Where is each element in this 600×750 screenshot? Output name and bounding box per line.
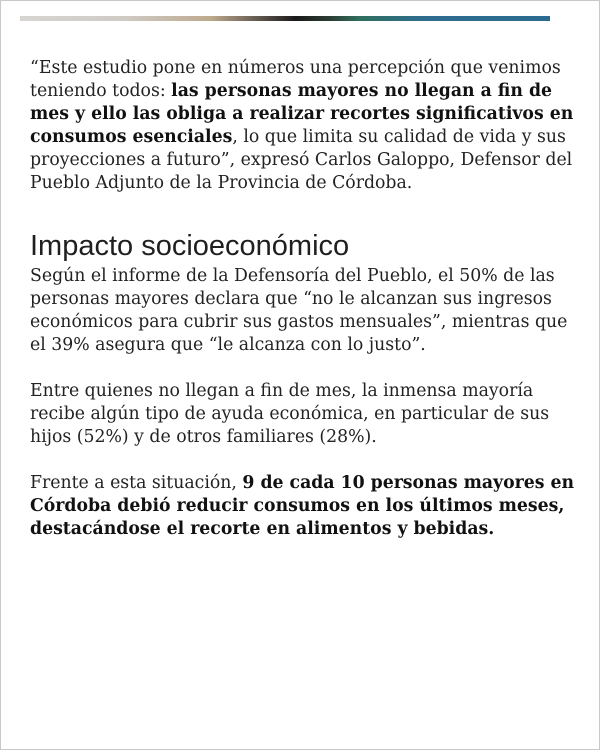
conclusion-bold-text: 9 de cada 10 personas mayores en Córdoba debió reducir consumos en los últimos meses, destacándose el recorte en alimentos y bebidas. — [30, 473, 575, 539]
quote-text-start: “Este estudio pone en números una percepción que venimos teniendo todos: — [30, 58, 561, 101]
paragraph-conclusion — [30, 472, 580, 541]
quote-paragraph — [30, 57, 580, 195]
section-heading: Impacto socioeconómico — [30, 230, 350, 262]
header-image-strip — [20, 16, 550, 21]
quote-bold-text: las personas mayores no llegan a fin de mes y ello las obliga a realizar recortes significativos en consumos esenciales — [30, 81, 574, 147]
paragraph-help: Entre quienes no llegan a fin de mes, la inmensa mayoría recibe algún tipo de ayuda económica, en particular de sus hijos (52%) y de otros familiares (28%). — [30, 381, 550, 447]
paragraph-report: Según el informe de la Defensoría del Pueblo, el 50% de las personas mayores declara que “no le alcanzan sus ingresos económicos para cubrir sus gastos mensuales”, mientras que el 39% asegura que “le alcanza con lo justo”. — [30, 266, 568, 355]
article-body — [30, 57, 580, 541]
quote-text-end: , lo que limita su calidad de vida y sus proyecciones a futuro”, expresó Carlos Galoppo, Defensor del Pueblo Adjunto de la Provincia de Córdoba. — [30, 127, 573, 193]
conclusion-text-start: Frente a esta situación, — [30, 473, 243, 493]
